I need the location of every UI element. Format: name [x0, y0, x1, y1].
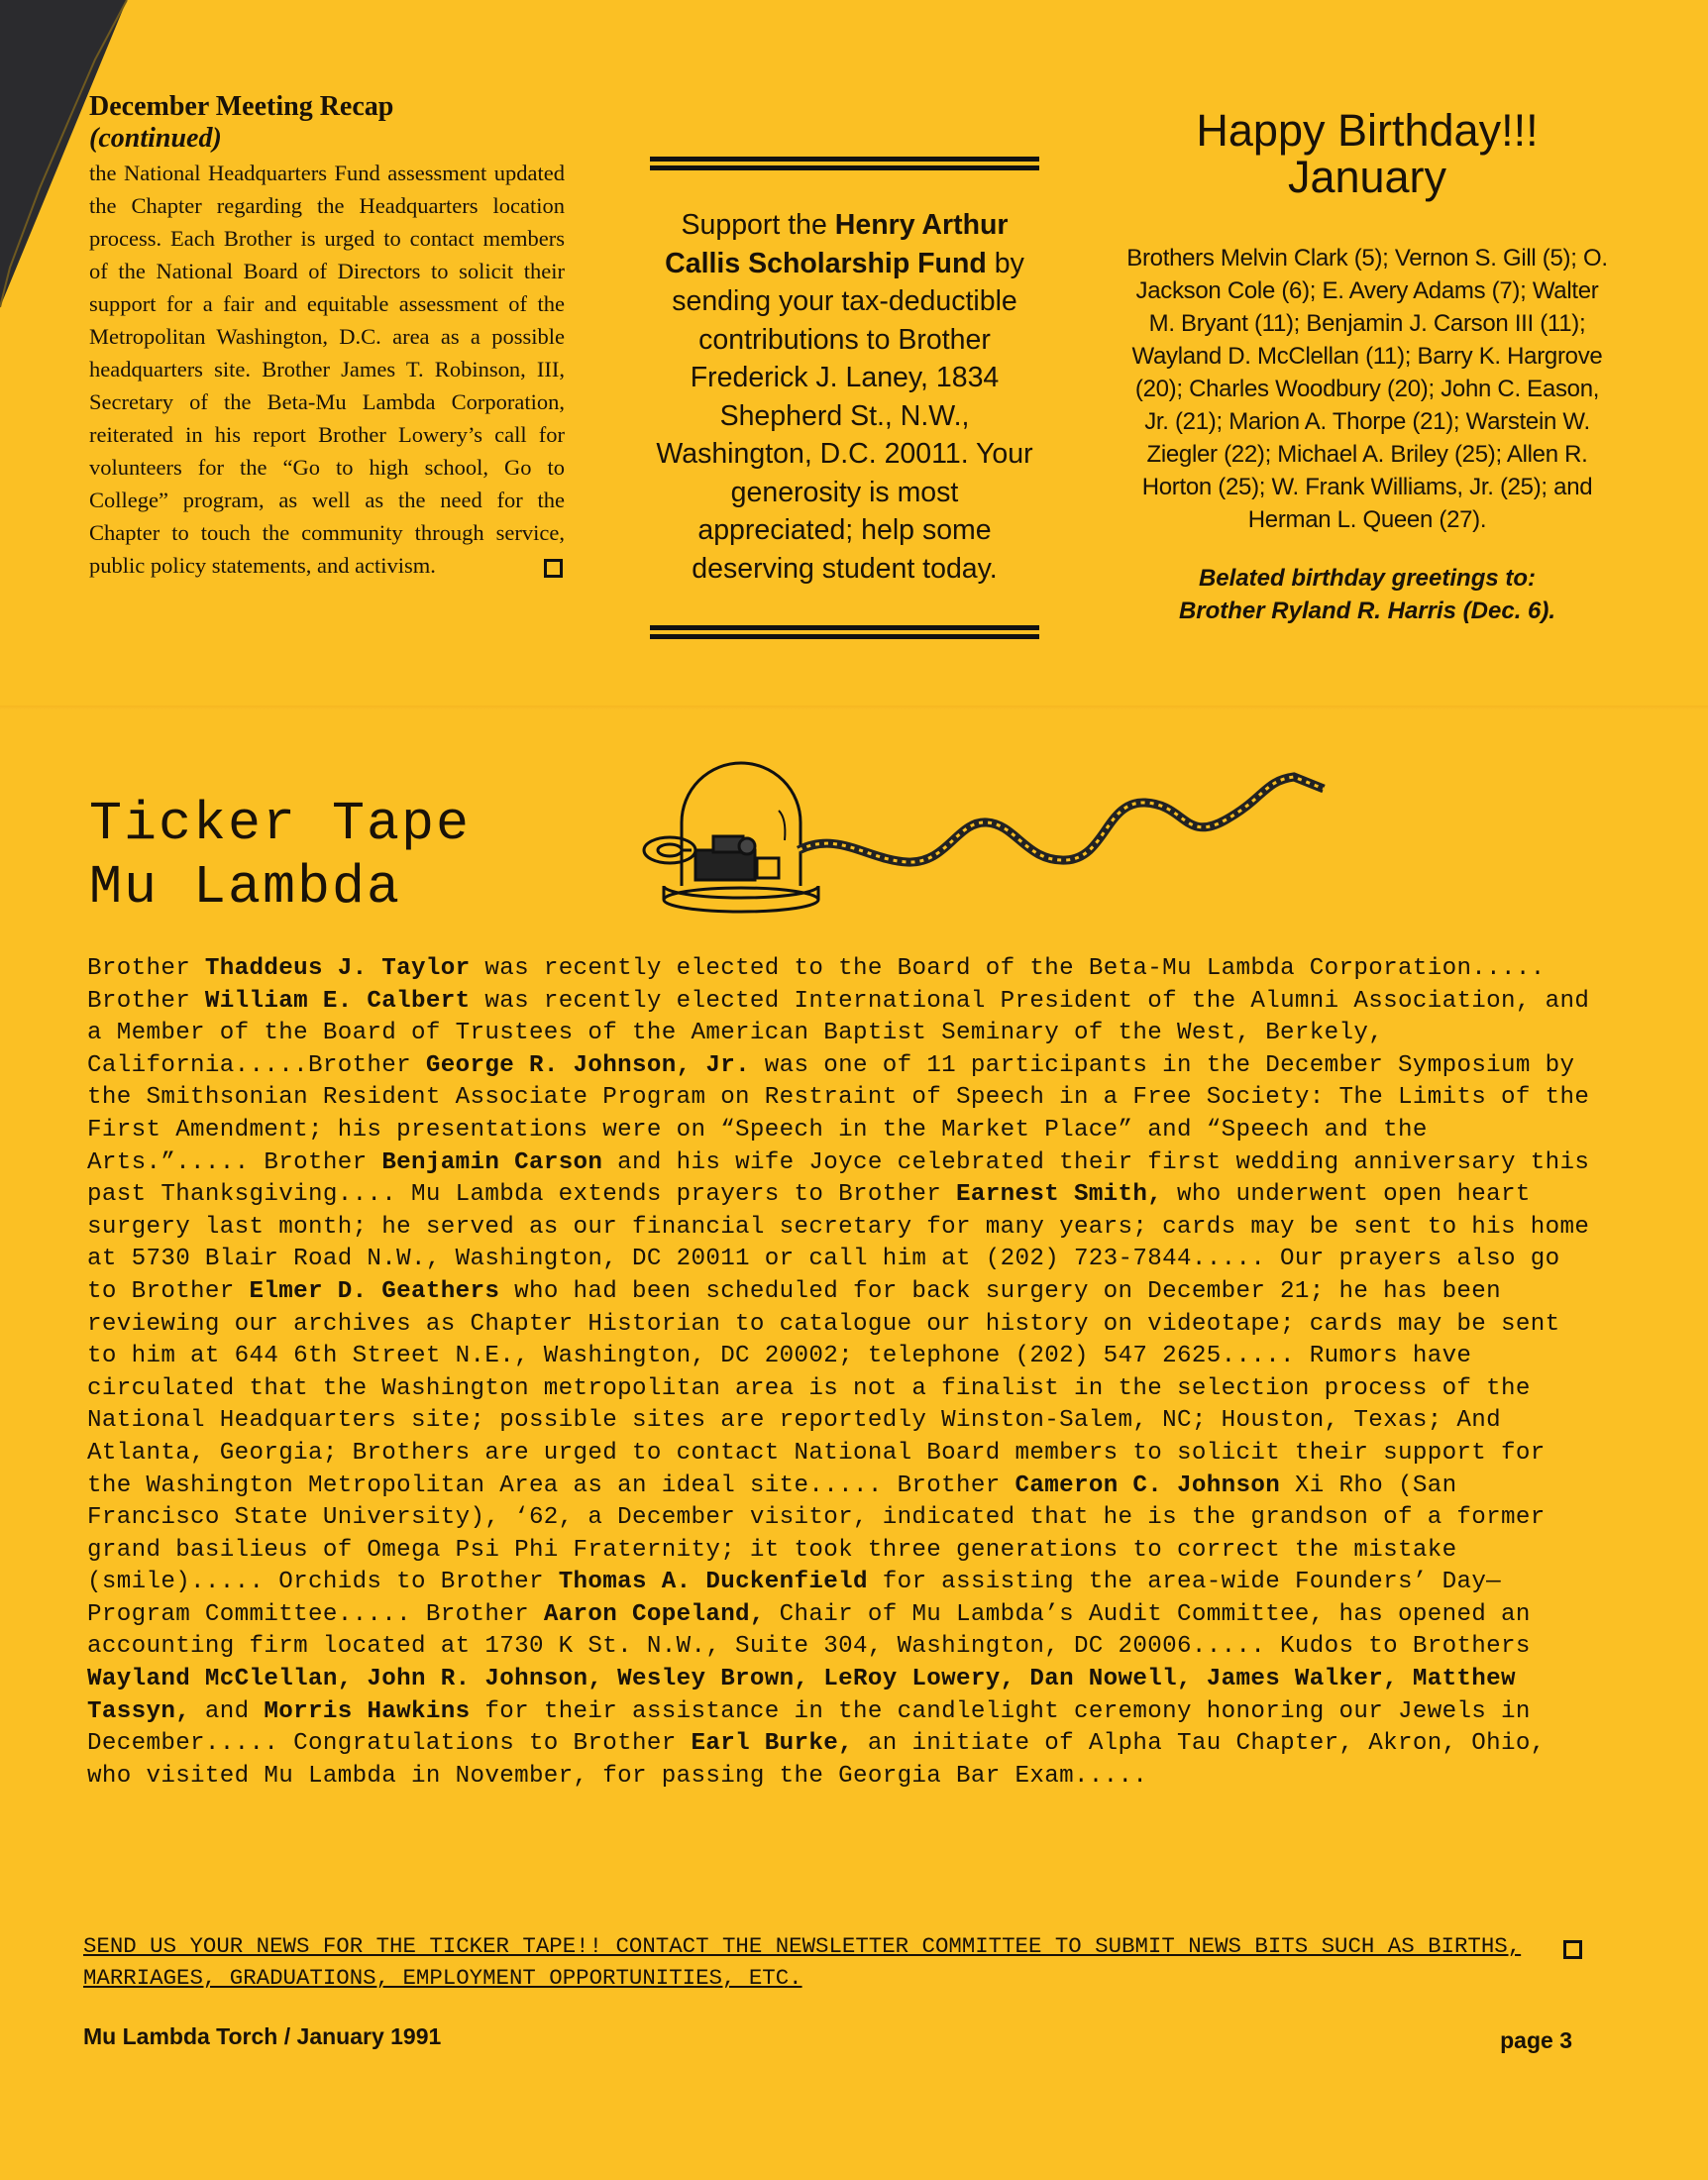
- meeting-recap-article: [89, 91, 565, 582]
- ticker-name: Earl Burke,: [691, 1730, 853, 1758]
- page-fold: [0, 706, 1708, 709]
- ticker-name: William E. Calbert: [204, 987, 471, 1015]
- ticker-name: Thaddeus J. Taylor: [204, 955, 471, 982]
- end-of-article-box-icon: [1563, 1940, 1582, 1959]
- birthday-title: [1124, 107, 1610, 200]
- ticker-name: Thomas A. Duckenfield: [558, 1569, 868, 1596]
- ticker-text: Xi Rho (San Francisco State University), ‘62, a December visitor, indicated that he is the grandson of a former grand basilieus of Omega Psi Phi Fraternity; it took three generations to correct the mistake (smile)..... Orchids to Brother: [87, 1472, 1546, 1596]
- callout-post: by sending your tax-deductible contributions to Brother Frederick J. Laney, 1834 Shepherd St., N.W., Washington, D.C. 20011. Your generosity is most appreciated; help some deserving student today.: [656, 247, 1033, 585]
- ticker-text: Brother: [87, 955, 205, 982]
- ticker-text: was recently elected to the Board of the Beta-Mu Lambda Corporation..... Brother: [87, 955, 1546, 1015]
- ticker-tape-title: [89, 793, 471, 920]
- recap-subheading: (continued): [89, 123, 222, 154]
- belated-line1: Belated birthday greetings to:: [1198, 565, 1537, 592]
- ticker-text: and his wife Joyce celebrated their first wedding anniversary this past Thanksgiving.... Mu Lambda extends prayers to Brother: [87, 1148, 1590, 1209]
- callout-text: [650, 206, 1039, 588]
- ticker-name: Earnest Smith,: [956, 1181, 1163, 1209]
- ticker-text: an initiate of Alpha Tau Chapter, Akron, Ohio, who visited Mu Lambda in November, for passing the Georgia Bar Exam.....: [87, 1730, 1546, 1790]
- ticker-text: who underwent open heart surgery last month; he served as our financial secretary for many years; cards may be sent to his home at 5730 Blair Road N.W., Washington, DC 20011 or call him at (202) 723-7844..... Our prayers also go to Brother: [87, 1181, 1590, 1305]
- belated-line2: Brother Ryland R. Harris (Dec. 6).: [1178, 598, 1556, 624]
- ticker-text: who had been scheduled for back surgery on December 21; he has been reviewing our archives as Chapter Historian to catalogue our history on videotape; cards may be sent to him at 644 6th Street N.E., Washington, DC 20002; telephone (202) 547 2625..... Rumors have circulated that the Washington metropolitan area is not a finalist in the selection process of the National Headquarters site; possible sites are reportedly Winston-Salem, NC; Houston, Texas; And Atlanta, Georgia; Brothers are urged to contact National Board members to solicit their support for the Washington Metropolitan Area as an ideal site..... Brother: [87, 1277, 1560, 1499]
- ticker-title-line2: Mu Lambda: [89, 856, 402, 919]
- birthday-title-line1: Happy Birthday!!!: [1196, 105, 1539, 156]
- recap-heading: December Meeting Recap: [89, 91, 394, 122]
- page-number: page 3: [1500, 2027, 1572, 2053]
- birthday-title-line2: January: [1287, 152, 1447, 202]
- end-of-article-box-icon: [544, 559, 563, 578]
- footer-publication: Mu Lambda Torch / January 1991: [83, 2023, 442, 2049]
- ticker-title-line1: Ticker Tape: [89, 793, 472, 855]
- ticker-name: Benjamin Carson: [381, 1148, 603, 1176]
- ticker-text: was one of 11 participants in the December Symposium by the Smithsonian Resident Associate Program on Restraint of Speech in a Free Society: The Limits of the First Amendment; his presentations were on “Speech in the Market Place” and “Speech and the Arts.”..... Brother: [87, 1051, 1590, 1176]
- ticker-name: Morris Hawkins: [264, 1697, 471, 1725]
- ticker-text: for their assistance in the candlelight ceremony honoring our Jewels in December..... Congratulations to Brother: [87, 1697, 1531, 1758]
- birthday-list: Brothers Melvin Clark (5); Vernon S. Gill (5); O. Jackson Cole (6); E. Avery Adams (7); Walter M. Bryant (11); Benjamin J. Carson III (11); Wayland D. McClellan (11); Barry K. Hargrove (20); Charles Woodbury (20); John C. Eason, Jr. (21); Marion A. Thorpe (21); Warstein W. Ziegler (22); Michael A. Briley (25); Allen R. Horton (25); W. Frank Williams, Jr. (25); and Herman L. Queen (27).: [1126, 245, 1608, 533]
- ticker-name: Aaron Copeland,: [543, 1600, 765, 1628]
- ticker-name: Wayland McClellan, John R. Johnson, Wesley Brown, LeRoy Lowery, Dan Nowell, James Walker, Matthew Tassyn,: [87, 1666, 1516, 1725]
- ticker-tape-body: [87, 953, 1593, 1793]
- callout-top-rule: [650, 157, 1039, 170]
- ticker-text: and: [190, 1697, 265, 1725]
- recap-body: the National Headquarters Fund assessment updated the Chapter regarding the Headquarters location process. Each Brother is urged to contact members of the National Board of Directors to solicit their support for a fair and equitable assessment of the Metropolitan Washington, D.C. area as a possible headquarters site. Brother James T. Robinson, III, Secretary of the Beta-Mu Lambda Corporation, reiterated in his report Brother Lowery’s call for volunteers for the “Go to high school, Go to College” program, as well as the need for the Chapter to touch the community through service, public policy statements, and activism.: [89, 161, 565, 578]
- send-news-notice: SEND US YOUR NEWS FOR THE TICKER TAPE!! CONTACT THE NEWSLETTER COMMITTEE TO SUBMIT NEWS BITS SUCH AS BIRTHS, MARRIAGES, GRADUATIONS, EMPLOYMENT OPPORTUNITIES, ETC.: [83, 1933, 1522, 1991]
- callout-pre: Support the: [681, 209, 835, 241]
- callout-bottom-rule: [650, 625, 1039, 639]
- ticker-text: was recently elected International President of the Alumni Association, and a Member of the Board of Trustees of the American Baptist Seminary of the West, Berkely, California.....Brother: [87, 987, 1590, 1079]
- ticker-name: George R. Johnson, Jr.: [425, 1051, 750, 1079]
- ticker-text: for assisting the area-wide Founders’ Day—Program Committee..... Brother: [87, 1569, 1502, 1628]
- belated-greetings: [1124, 562, 1610, 627]
- callout-fund-name: Henry Arthur Callis Scholarship Fund: [665, 209, 1009, 279]
- ticker-text: Chair of Mu Lambda’s Audit Committee, has opened an accounting firm located at 1730 K St. N.W., Suite 304, Washington, DC 20006..... Kudos to Brothers: [87, 1600, 1531, 1661]
- scholarship-callout: [650, 157, 1039, 639]
- ticker-name: Cameron C. Johnson: [1014, 1472, 1281, 1499]
- ticker-tape-machine-icon: [630, 751, 1334, 920]
- ticker-name: Elmer D. Geathers: [249, 1277, 500, 1305]
- birthday-section: [1124, 107, 1610, 627]
